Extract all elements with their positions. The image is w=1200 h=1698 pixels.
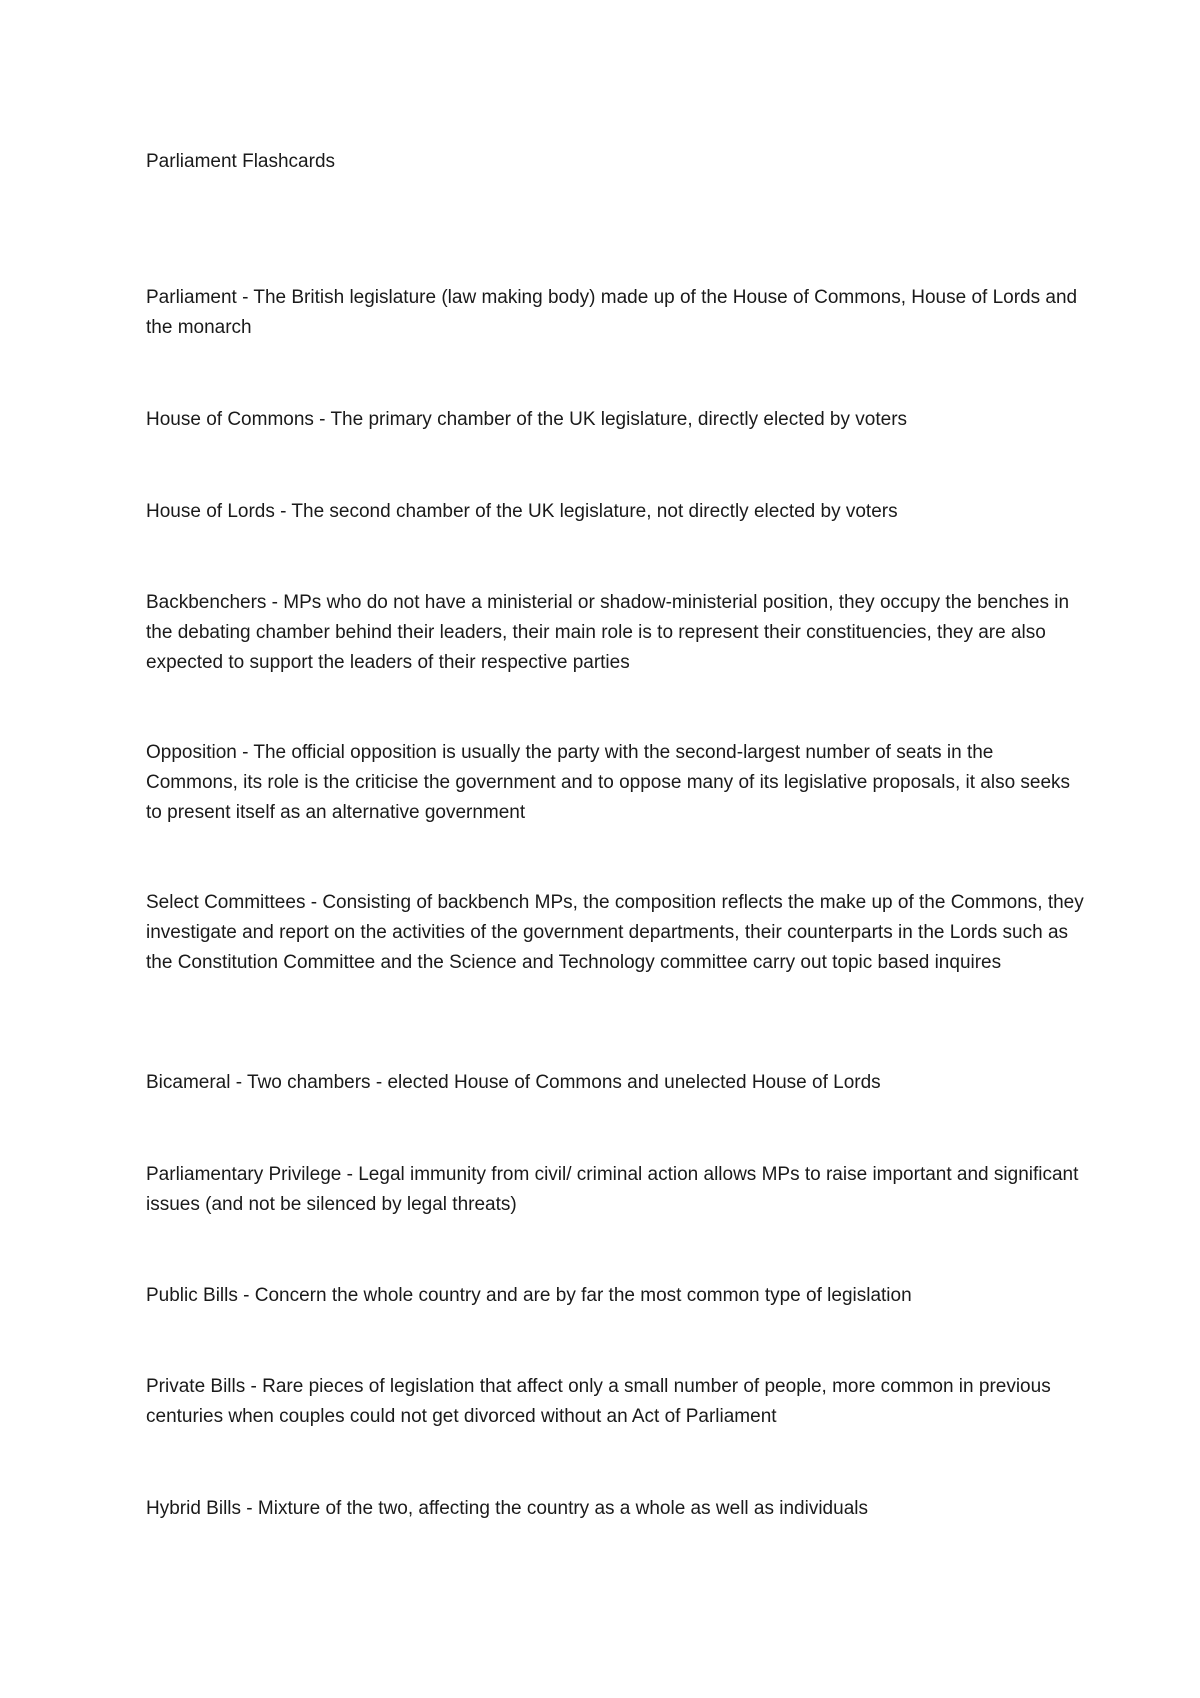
flashcard-public-bills: Public Bills - Concern the whole country and are by far the most common type of legislation — [146, 1285, 912, 1306]
flashcard-hybrid-bills: Hybrid Bills - Mixture of the two, affecting the country as a whole as well as individuals — [146, 1498, 868, 1519]
flashcard-bicameral: Bicameral - Two chambers - elected House of Commons and unelected House of Lords — [146, 1072, 881, 1093]
flashcard-select-committees: Select Committees - Consisting of backbench MPs, the composition reflects the make up of the Commons, they investigate and report on the activities of the government departments, their counterparts in the Lords such as the Constitution Committee and the Science and Technology committee carry out topic based inquires — [146, 892, 1084, 973]
flashcard-opposition: Opposition - The official opposition is usually the party with the second-largest number of seats in the Commons, its role is the criticise the government and to oppose many of its legislative proposals, it also seeks to present itself as an alternative government — [146, 742, 1071, 823]
flashcard-private-bills: Private Bills - Rare pieces of legislation that affect only a small number of people, more common in previous centuries when couples could not get divorced without an Act of Parliament — [146, 1376, 1051, 1427]
flashcard-house-of-lords: House of Lords - The second chamber of the UK legislature, not directly elected by voters — [146, 501, 898, 522]
flashcard-house-of-commons: House of Commons - The primary chamber of the UK legislature, directly elected by voters — [146, 409, 908, 430]
document-title: Parliament Flashcards — [146, 151, 336, 172]
flashcard-parliament: Parliament - The British legislature (law making body) made up of the House of Commons, House of Lords and the monarch — [146, 287, 1078, 338]
flashcard-parliamentary-privilege: Parliamentary Privilege - Legal immunity from civil/ criminal action allows MPs to raise important and significant issues (and not be silenced by legal threats) — [146, 1164, 1079, 1215]
flashcard-backbenchers: Backbenchers - MPs who do not have a ministerial or shadow-ministerial position, they occupy the benches in the debating chamber behind their leaders, their main role is to represent their constituencies, they are also expected to support the leaders of their respective parties — [146, 592, 1070, 673]
